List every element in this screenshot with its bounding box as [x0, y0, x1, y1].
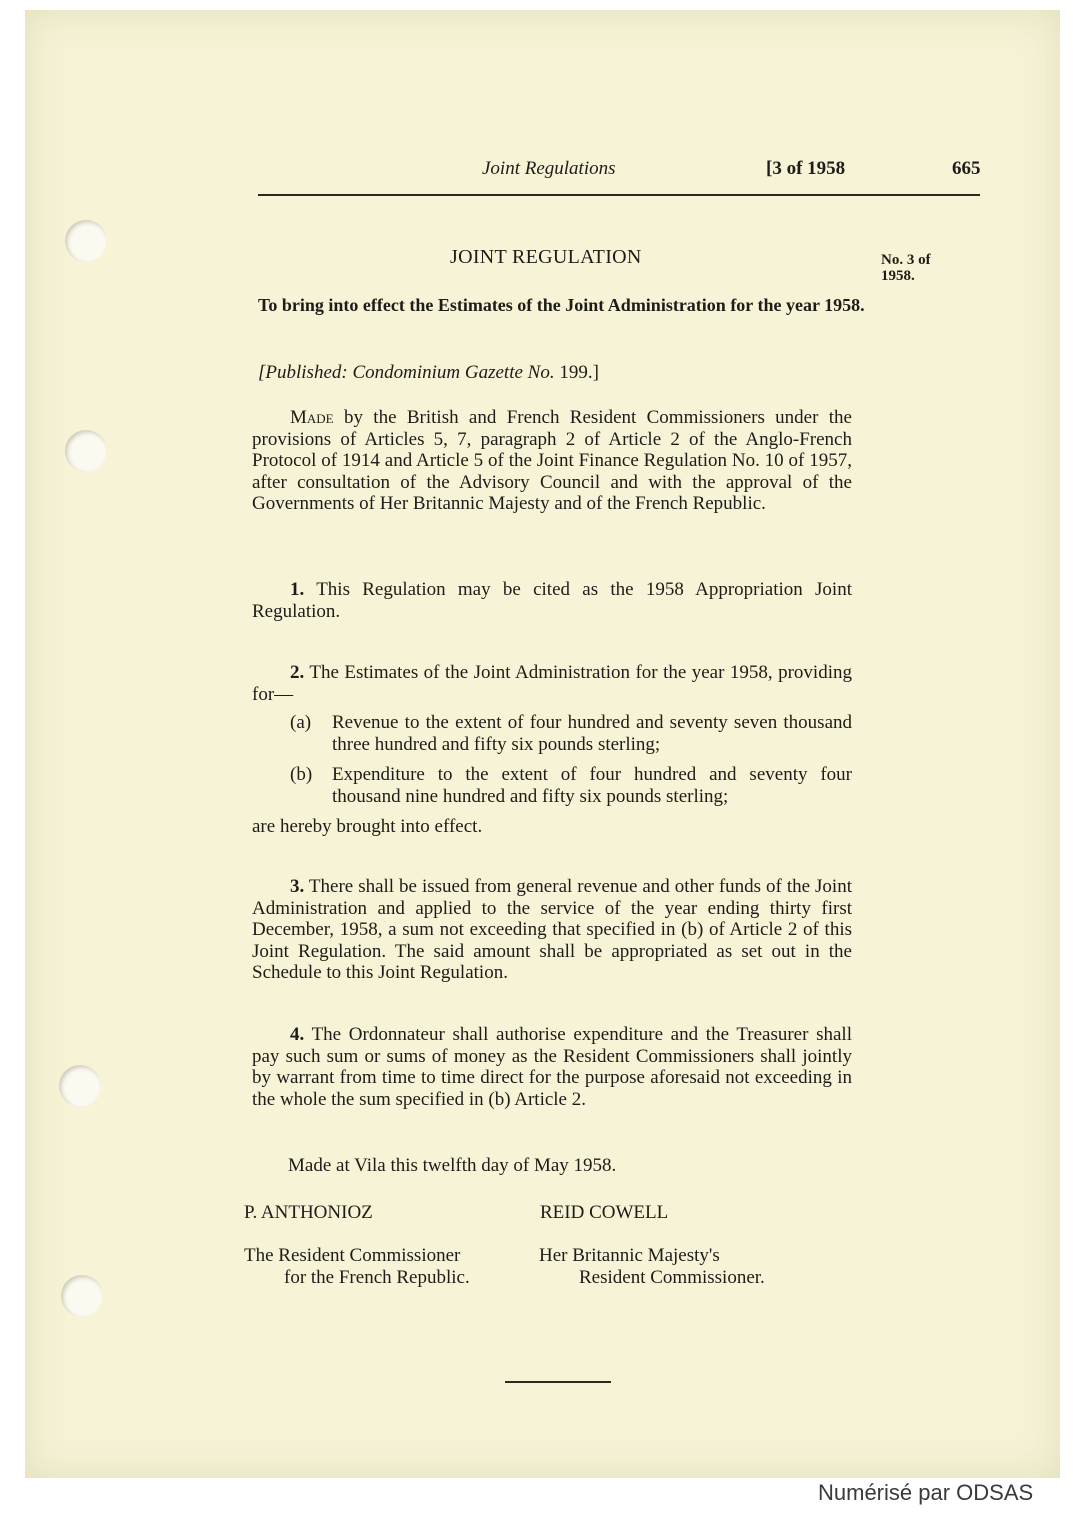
signatory-right-title-line-2: Resident Commissioner.: [579, 1267, 765, 1288]
item-a-text: Revenue to the extent of four hundred and seventy seven thousand three hundred and fifty six pounds sterling;: [332, 712, 852, 755]
article-2-item-a: [290, 712, 852, 755]
running-header-reference: [3 of 1958: [766, 158, 846, 179]
article-1-text: This Regulation may be cited as the 1958 Appropriation Joint Regulation.: [252, 579, 852, 622]
header-divider: [258, 194, 980, 196]
punch-hole-3: [59, 1065, 101, 1107]
article-4: [252, 1024, 852, 1110]
item-a-label: (a): [290, 712, 312, 733]
article-3-text: There shall be issued from general revenue and other funds of the Joint Administration and applied to the service of the year ending thirty first December, 1958, a sum not exceeding that specified in (b) of Article 2 of this Joint Regulation. The said amount shall be appropriated as set out in the Schedule to this Joint Regulation.: [252, 876, 852, 984]
publication-source: [Published: Condominium Gazette No.: [258, 362, 555, 383]
article-3-number: 3.: [290, 876, 305, 897]
punch-hole-2: [65, 430, 107, 472]
preamble-lead: Made: [290, 407, 334, 428]
margin-note: No. 3 of 1958.: [881, 252, 931, 284]
publication-number: 199.]: [559, 362, 599, 383]
signatory-right-title: [539, 1245, 765, 1289]
article-2-text: The Estimates of the Joint Administration for the year 1958, providing for—: [252, 662, 852, 705]
regulation-purpose: To bring into effect the Estimates of the Joint Administration for the year 1958.: [258, 295, 865, 315]
page-number: 665: [952, 158, 981, 179]
signatory-left-title-line-1: The Resident Commissioner: [244, 1245, 461, 1266]
signatory-right-title-line-1: Her Britannic Majesty's: [539, 1245, 720, 1266]
signatory-left-name: P. ANTHONIOZ: [244, 1202, 373, 1223]
end-divider: [505, 1381, 611, 1383]
item-b-label: (b): [290, 764, 313, 785]
article-2-number: 2.: [290, 662, 305, 683]
preamble-text: by the British and French Resident Commissioners under the provisions of Articles 5, 7, paragraph 2 of Article 2 of the Anglo-French Protocol of 1914 and Article 5 of the Joint Finance Regulation No. 10 of 1957, after consultation of the Advisory Council and with the approval of the Governments of Her Britannic Majesty and of the French Republic.: [252, 407, 852, 515]
article-2: [252, 662, 852, 705]
article-3: [252, 876, 852, 984]
article-4-number: 4.: [290, 1024, 305, 1045]
article-4-text: The Ordonnateur shall authorise expenditure and the Treasurer shall pay such sum or sums of money as the Resident Commissioners shall jointly by warrant from time to time direct for the purpose aforesaid not exceeding in the whole the sum specified in (b) Article 2.: [252, 1024, 852, 1110]
signatory-left-title: [244, 1245, 470, 1289]
made-at-line: Made at Vila this twelfth day of May 1958.: [288, 1155, 617, 1176]
regulation-heading: JOINT REGULATION: [450, 246, 642, 268]
punch-hole-4: [61, 1275, 103, 1317]
preamble: [252, 407, 852, 515]
article-2-closing: are hereby brought into effect.: [252, 816, 483, 837]
punch-hole-1: [65, 220, 107, 262]
signatory-right-name: REID COWELL: [540, 1202, 669, 1223]
article-1: [252, 579, 852, 622]
item-b-text: Expenditure to the extent of four hundred and seventy four thousand nine hundred and fifty six pounds sterling;: [332, 764, 852, 807]
article-2-item-b: [290, 764, 852, 807]
publication-note: [258, 362, 599, 384]
article-1-number: 1.: [290, 579, 305, 600]
signatory-left-title-line-2: for the French Republic.: [284, 1267, 470, 1288]
digitization-watermark: Numérisé par ODSAS: [818, 1480, 1034, 1505]
running-header-title: Joint Regulations: [482, 158, 616, 179]
